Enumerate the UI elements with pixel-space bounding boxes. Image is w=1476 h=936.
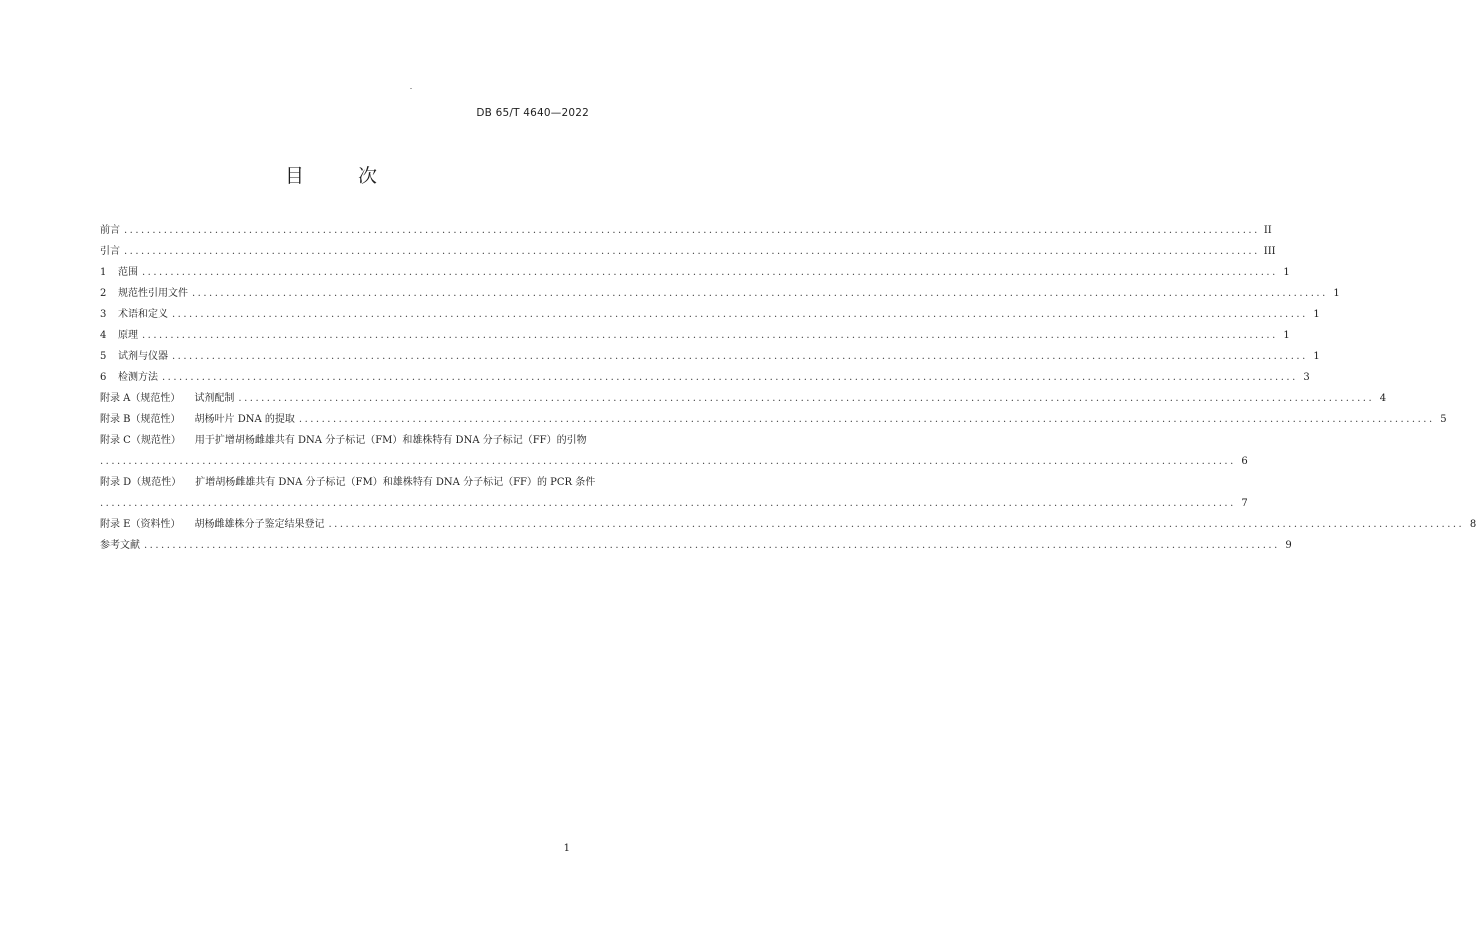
toc-appendix-title: 扩增胡杨雌雄共有 DNA 分子标记（FM）和雄株特有 DNA 分子标记（FF）的 PCR 条件 xyxy=(195,477,596,488)
toc-appendix-label: 附录 E（资料性） xyxy=(100,519,181,530)
toc-page-number: 5 xyxy=(1440,414,1447,425)
toc-appendix-title: 试剂配制 xyxy=(194,393,235,404)
toc-entry-principle[interactable] xyxy=(100,325,1290,346)
dot-leader: ........................................................................................................................................................................................................ xyxy=(298,414,1435,425)
toc-page-number: II xyxy=(1263,225,1272,236)
toc-section-number: 3 xyxy=(100,309,107,320)
dot-leader: ........................................................................................................................................................................................................ xyxy=(144,540,1280,551)
toc-label: 参考文献 xyxy=(100,540,140,551)
dot-leader: ........................................................................................................................................................................................................ xyxy=(192,288,1328,299)
toc-section-number: 1 xyxy=(100,267,107,278)
toc-label: 范围 xyxy=(118,267,138,278)
toc-entry-appendix-c-leader[interactable] xyxy=(100,451,1248,472)
toc-section-number: 2 xyxy=(100,288,107,299)
toc-label: 规范性引用文件 xyxy=(118,288,188,299)
toc-appendix-title: 胡杨叶片 DNA 的提取 xyxy=(194,414,295,425)
toc-appendix-label: 附录 A（规范性） xyxy=(100,393,181,404)
toc-page-number: 1 xyxy=(1333,288,1340,299)
toc-entry-appendix-e[interactable] xyxy=(100,514,1476,535)
toc-section-number: 6 xyxy=(100,372,107,383)
dot-leader: ........................................................................................................................................................................................................ xyxy=(172,351,1308,362)
table-of-contents xyxy=(100,220,1476,556)
toc-section-number: 5 xyxy=(100,351,107,362)
toc-label: 试剂与仪器 xyxy=(118,351,168,362)
toc-page-number: 6 xyxy=(1241,456,1248,467)
toc-appendix-title: 胡杨雌雄株分子鉴定结果登记 xyxy=(194,519,325,530)
dot-leader: ........................................................................................................................................................................................................ xyxy=(124,225,1260,236)
toc-entry-foreword[interactable] xyxy=(100,220,1272,241)
toc-label: 原理 xyxy=(118,330,138,341)
toc-entry-appendix-d[interactable] xyxy=(100,472,596,493)
toc-appendix-label: 附录 D（规范性） xyxy=(100,477,182,488)
toc-entry-methods[interactable] xyxy=(100,367,1310,388)
toc-entry-scope[interactable] xyxy=(100,262,1290,283)
toc-entry-appendix-d-leader[interactable] xyxy=(100,493,1248,514)
toc-entry-normative-references[interactable] xyxy=(100,283,1340,304)
dot-leader: ........................................................................................................................................................................................................ xyxy=(124,246,1260,257)
toc-label: 检测方法 xyxy=(118,372,158,383)
dot-leader: ........................................................................................................................................................................................................ xyxy=(142,330,1278,341)
toc-entry-appendix-a[interactable] xyxy=(100,388,1387,409)
scan-speck xyxy=(410,88,412,89)
toc-page-number: 1 xyxy=(1313,351,1320,362)
toc-page-number: 3 xyxy=(1303,372,1310,383)
toc-appendix-title: 用于扩增胡杨雌雄共有 DNA 分子标记（FM）和雄株特有 DNA 分子标记（FF）的引物 xyxy=(194,435,587,446)
toc-section-number: 4 xyxy=(100,330,107,341)
toc-entry-terms[interactable] xyxy=(100,304,1320,325)
toc-entry-appendix-c[interactable] xyxy=(100,430,587,451)
dot-leader: ........................................................................................................................................................................................................ xyxy=(162,372,1298,383)
toc-page-number: 1 xyxy=(1283,330,1290,341)
toc-label: 引言 xyxy=(100,246,120,257)
standard-code: DB 65/T 4640—2022 xyxy=(476,107,589,119)
toc-page-number: 4 xyxy=(1379,393,1387,404)
toc-page-number: 7 xyxy=(1241,498,1248,509)
toc-entry-appendix-b[interactable] xyxy=(100,409,1447,430)
toc-entry-introduction[interactable] xyxy=(100,241,1276,262)
toc-page-number: 8 xyxy=(1469,519,1476,530)
toc-page-number: III xyxy=(1263,246,1276,257)
toc-page-number: 9 xyxy=(1285,540,1292,551)
toc-entry-bibliography[interactable] xyxy=(100,535,1292,556)
dot-leader: ........................................................................................................................................................................................................ xyxy=(142,267,1278,278)
dot-leader: ........................................................................................................................................................................................................ xyxy=(328,519,1465,530)
dot-leader: ........................................................................................................................................................................................................ xyxy=(172,309,1308,320)
page-title: 目 次 xyxy=(284,165,402,187)
toc-page-number: 1 xyxy=(1283,267,1290,278)
page-number: 1 xyxy=(563,843,570,854)
dot-leader: ........................................................................................................................................................................................................ xyxy=(100,456,1236,467)
toc-label: 前言 xyxy=(100,225,120,236)
toc-entry-reagents[interactable] xyxy=(100,346,1320,367)
toc-appendix-label: 附录 B（规范性） xyxy=(100,414,181,425)
dot-leader: ........................................................................................................................................................................................................ xyxy=(100,498,1236,509)
toc-appendix-label: 附录 C（规范性） xyxy=(100,435,181,446)
toc-page-number: 1 xyxy=(1313,309,1320,320)
dot-leader: ........................................................................................................................................................................................................ xyxy=(238,393,1375,404)
toc-label: 术语和定义 xyxy=(118,309,168,320)
